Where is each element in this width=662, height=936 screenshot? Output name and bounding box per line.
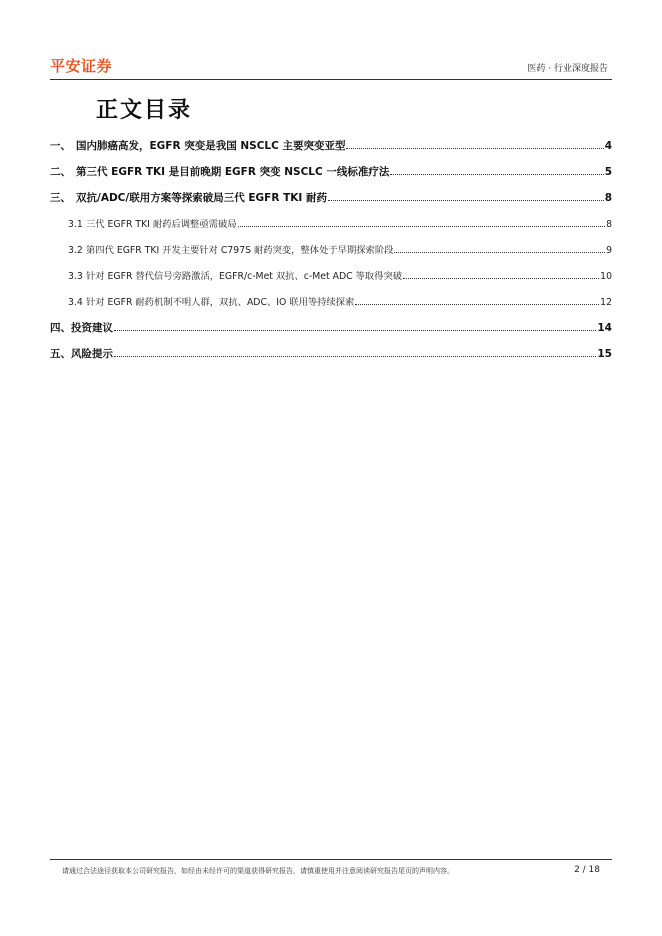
toc-entry-1[interactable] <box>50 138 612 152</box>
toc-entry-number: 3.1 <box>68 219 83 230</box>
toc-entry-page: 12 <box>600 297 612 308</box>
toc-entry-3-1[interactable] <box>50 216 612 230</box>
toc-entry-5[interactable] <box>50 346 612 360</box>
toc-entry-number: 3.2 <box>68 245 83 256</box>
toc-entry-3[interactable] <box>50 190 612 204</box>
toc-leader-dots <box>403 278 599 279</box>
toc-entry-title: 三代 EGFR TKI 耐药后调整亟需破局 <box>86 219 237 230</box>
toc-entry-page: 5 <box>604 166 612 178</box>
toc-entry-number: 三、 <box>50 192 71 204</box>
footer-disclaimer: 请通过合法途径获取本公司研究报告，如经由未经许可的渠道获得研究报告，请慎重使用并注意阅读研究报告尾页的声明内容。 <box>62 867 454 875</box>
toc-leader-dots <box>346 148 603 149</box>
toc-entry-page: 4 <box>604 140 612 152</box>
toc-entry-page: 14 <box>597 322 612 334</box>
toc-leader-dots <box>355 304 599 305</box>
toc-entry-page: 9 <box>606 245 612 256</box>
toc-entry-page: 10 <box>600 271 612 282</box>
toc-entry-title: 国内肺癌高发，EGFR 突变是我国 NSCLC 主要突变亚型 <box>76 140 346 152</box>
header-divider <box>50 79 612 80</box>
toc-leader-dots <box>390 174 603 175</box>
toc-entry-title: 四、投资建议 <box>50 322 113 334</box>
toc-leader-dots <box>114 356 596 357</box>
footer-divider <box>50 859 612 860</box>
toc-leader-dots <box>238 226 606 227</box>
toc-entry-number: 3.3 <box>68 271 83 282</box>
toc-entry-2[interactable] <box>50 164 612 178</box>
toc-entry-title: 双抗/ADC/联用方案等探索破局三代 EGFR TKI 耐药 <box>76 192 327 204</box>
company-logo: 平安证券 <box>50 57 113 75</box>
toc-entry-3-4[interactable] <box>50 294 612 308</box>
report-category: 医药 · 行业深度报告 <box>527 64 608 74</box>
toc-entry-number: 3.4 <box>68 297 83 308</box>
toc-leader-dots <box>114 330 596 331</box>
toc-leader-dots <box>328 200 604 201</box>
page-title: 正文目录 <box>96 98 193 123</box>
toc-entry-title: 针对 EGFR 替代信号旁路激活，EGFR/c-Met 双抗、c-Met ADC 等取得突破 <box>86 271 403 282</box>
toc-entry-title: 第三代 EGFR TKI 是目前晚期 EGFR 突变 NSCLC 一线标准疗法 <box>76 166 390 178</box>
toc-entry-title: 第四代 EGFR TKI 开发主要针对 C797S 耐药突变，整体处于早期探索阶段 <box>86 245 394 256</box>
toc-entry-number: 一、 <box>50 140 71 152</box>
toc-entry-title: 针对 EGFR 耐药机制不明人群，双抗、ADC、IO 联用等持续探索 <box>86 297 355 308</box>
toc-entry-page: 8 <box>604 192 612 204</box>
toc-entry-number: 二、 <box>50 166 71 178</box>
page-number: 2 / 18 <box>574 865 600 875</box>
toc-entry-page: 15 <box>597 348 612 360</box>
toc-entry-3-2[interactable] <box>50 242 612 256</box>
toc-entry-4[interactable] <box>50 320 612 334</box>
toc-entry-page: 8 <box>606 219 612 230</box>
toc-entry-title: 五、风险提示 <box>50 348 113 360</box>
toc-entry-3-3[interactable] <box>50 268 612 282</box>
toc-leader-dots <box>394 252 605 253</box>
